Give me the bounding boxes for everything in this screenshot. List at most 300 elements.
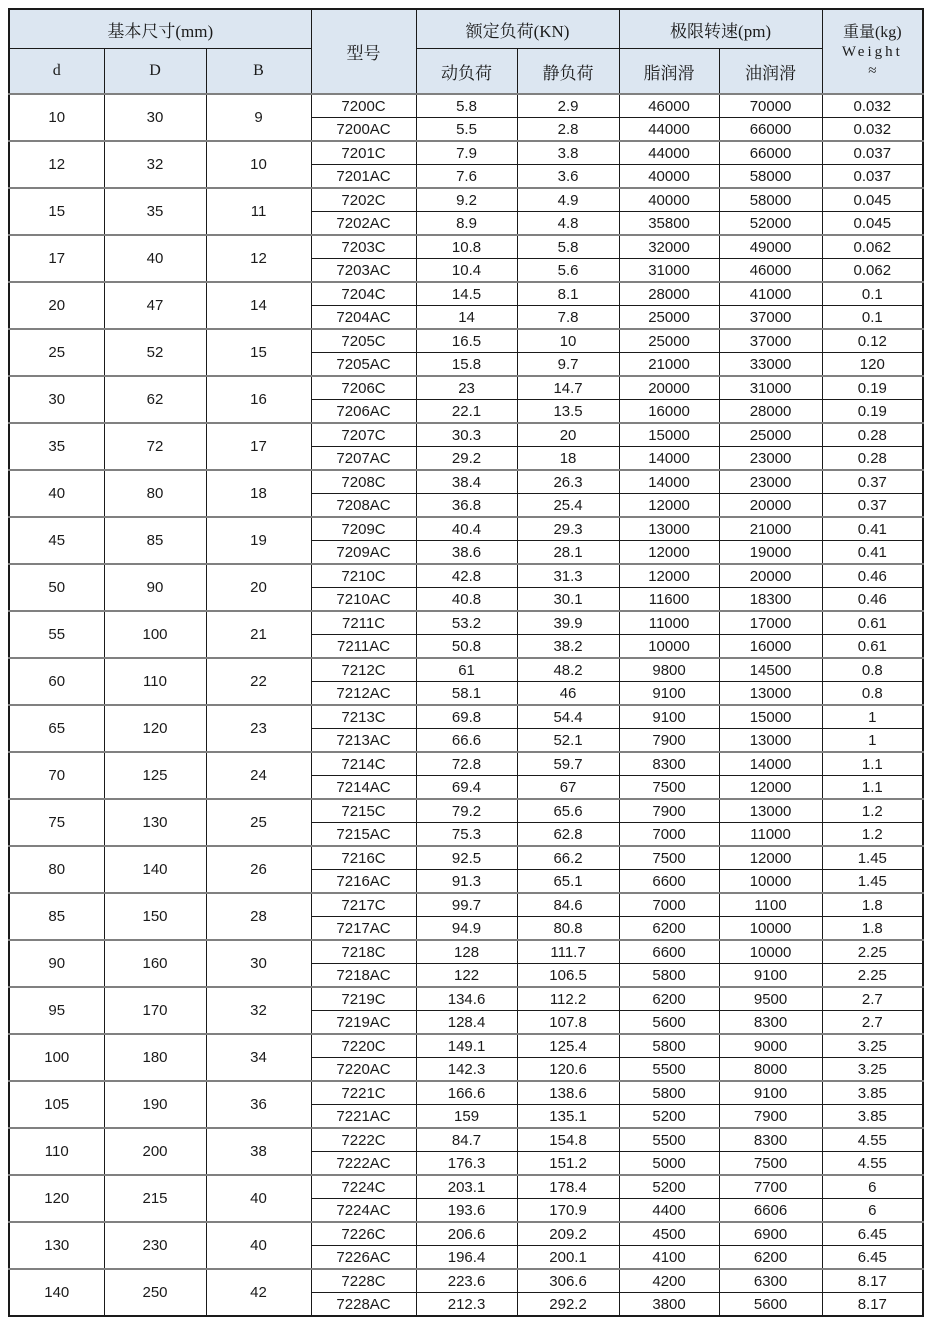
cell-static-load: 20 (517, 423, 619, 447)
cell-weight: 2.7 (822, 1011, 923, 1035)
cell-weight: 3.85 (822, 1081, 923, 1105)
cell-weight: 1.8 (822, 917, 923, 941)
cell-dynamic-load: 79.2 (416, 799, 517, 823)
cell-oil-speed: 23000 (719, 447, 822, 471)
cell-grease-speed: 46000 (619, 94, 719, 118)
cell-D: 72 (104, 423, 206, 470)
header-d: d (9, 49, 104, 95)
cell-weight: 8.17 (822, 1269, 923, 1293)
cell-dynamic-load: 38.4 (416, 470, 517, 494)
cell-B: 21 (206, 611, 311, 658)
cell-weight: 0.28 (822, 423, 923, 447)
cell-d: 140 (9, 1269, 104, 1316)
cell-model: 7210AC (311, 588, 416, 612)
cell-grease-speed: 6600 (619, 940, 719, 964)
cell-grease-speed: 35800 (619, 212, 719, 236)
cell-oil-speed: 66000 (719, 118, 822, 142)
cell-oil-speed: 41000 (719, 282, 822, 306)
cell-grease-speed: 5500 (619, 1058, 719, 1082)
cell-oil-speed: 10000 (719, 870, 822, 894)
cell-grease-speed: 7000 (619, 823, 719, 847)
cell-model: 7215C (311, 799, 416, 823)
cell-dynamic-load: 99.7 (416, 893, 517, 917)
cell-dynamic-load: 128.4 (416, 1011, 517, 1035)
cell-model: 7204AC (311, 306, 416, 330)
cell-model: 7210C (311, 564, 416, 588)
cell-B: 10 (206, 141, 311, 188)
cell-weight: 0.1 (822, 282, 923, 306)
cell-dynamic-load: 10.4 (416, 259, 517, 283)
cell-weight: 1.2 (822, 799, 923, 823)
table-row (9, 94, 923, 118)
cell-weight: 0.037 (822, 165, 923, 189)
cell-grease-speed: 11600 (619, 588, 719, 612)
cell-dynamic-load: 69.8 (416, 705, 517, 729)
cell-weight: 0.37 (822, 470, 923, 494)
cell-D: 200 (104, 1128, 206, 1175)
cell-oil-speed: 12000 (719, 846, 822, 870)
cell-dynamic-load: 128 (416, 940, 517, 964)
cell-weight: 0.28 (822, 447, 923, 471)
cell-weight: 0.062 (822, 259, 923, 283)
cell-oil-speed: 20000 (719, 494, 822, 518)
cell-B: 28 (206, 893, 311, 940)
cell-model: 7212AC (311, 682, 416, 706)
header-weight (822, 9, 923, 94)
cell-dynamic-load: 66.6 (416, 729, 517, 753)
cell-grease-speed: 4100 (619, 1246, 719, 1270)
cell-model: 7224AC (311, 1199, 416, 1223)
cell-dynamic-load: 7.9 (416, 141, 517, 165)
cell-B: 34 (206, 1034, 311, 1081)
cell-static-load: 3.6 (517, 165, 619, 189)
cell-d: 40 (9, 470, 104, 517)
cell-B: 30 (206, 940, 311, 987)
cell-weight: 0.037 (822, 141, 923, 165)
cell-grease-speed: 8300 (619, 752, 719, 776)
table-row (9, 282, 923, 306)
cell-grease-speed: 3800 (619, 1293, 719, 1317)
cell-grease-speed: 4400 (619, 1199, 719, 1223)
cell-dynamic-load: 69.4 (416, 776, 517, 800)
cell-grease-speed: 12000 (619, 494, 719, 518)
cell-static-load: 5.6 (517, 259, 619, 283)
cell-model: 7216AC (311, 870, 416, 894)
cell-oil-speed: 37000 (719, 306, 822, 330)
cell-oil-speed: 23000 (719, 470, 822, 494)
table-row (9, 799, 923, 823)
cell-grease-speed: 31000 (619, 259, 719, 283)
cell-static-load: 200.1 (517, 1246, 619, 1270)
cell-model: 7217C (311, 893, 416, 917)
cell-grease-speed: 7500 (619, 846, 719, 870)
cell-grease-speed: 13000 (619, 517, 719, 541)
cell-dynamic-load: 92.5 (416, 846, 517, 870)
cell-oil-speed: 10000 (719, 940, 822, 964)
cell-grease-speed: 12000 (619, 541, 719, 565)
cell-weight: 0.19 (822, 400, 923, 424)
cell-B: 26 (206, 846, 311, 893)
cell-d: 120 (9, 1175, 104, 1222)
cell-oil-speed: 14500 (719, 658, 822, 682)
cell-grease-speed: 10000 (619, 635, 719, 659)
cell-model: 7222AC (311, 1152, 416, 1176)
cell-D: 120 (104, 705, 206, 752)
header-weight-en: Weight (841, 43, 903, 60)
table-row (9, 846, 923, 870)
cell-dynamic-load: 8.9 (416, 212, 517, 236)
cell-D: 47 (104, 282, 206, 329)
cell-static-load: 9.7 (517, 353, 619, 377)
cell-model: 7218AC (311, 964, 416, 988)
cell-weight: 2.7 (822, 987, 923, 1011)
cell-oil-speed: 66000 (719, 141, 822, 165)
cell-weight: 1.2 (822, 823, 923, 847)
cell-oil-speed: 49000 (719, 235, 822, 259)
cell-D: 40 (104, 235, 206, 282)
cell-weight: 0.045 (822, 212, 923, 236)
cell-grease-speed: 7900 (619, 729, 719, 753)
cell-weight: 2.25 (822, 964, 923, 988)
cell-model: 7219C (311, 987, 416, 1011)
cell-weight: 1.1 (822, 776, 923, 800)
cell-grease-speed: 5200 (619, 1175, 719, 1199)
cell-D: 140 (104, 846, 206, 893)
table-header (9, 9, 923, 94)
cell-weight: 3.25 (822, 1034, 923, 1058)
cell-grease-speed: 5500 (619, 1128, 719, 1152)
cell-oil-speed: 9100 (719, 1081, 822, 1105)
cell-dynamic-load: 22.1 (416, 400, 517, 424)
cell-grease-speed: 7500 (619, 776, 719, 800)
cell-static-load: 4.9 (517, 188, 619, 212)
cell-static-load: 38.2 (517, 635, 619, 659)
cell-model: 7201C (311, 141, 416, 165)
table-row (9, 470, 923, 494)
cell-oil-speed: 1100 (719, 893, 822, 917)
header-D: D (104, 49, 206, 95)
cell-B: 14 (206, 282, 311, 329)
cell-model: 7228C (311, 1269, 416, 1293)
cell-oil-speed: 11000 (719, 823, 822, 847)
cell-d: 25 (9, 329, 104, 376)
cell-model: 7219AC (311, 1011, 416, 1035)
cell-dynamic-load: 94.9 (416, 917, 517, 941)
table-row (9, 752, 923, 776)
cell-oil-speed: 33000 (719, 353, 822, 377)
cell-dynamic-load: 134.6 (416, 987, 517, 1011)
cell-weight: 0.37 (822, 494, 923, 518)
cell-D: 32 (104, 141, 206, 188)
cell-static-load: 154.8 (517, 1128, 619, 1152)
cell-model: 7202AC (311, 212, 416, 236)
table-row (9, 1269, 923, 1293)
cell-B: 32 (206, 987, 311, 1034)
header-rated-load: 额定负荷(KN) (416, 9, 619, 49)
cell-dynamic-load: 75.3 (416, 823, 517, 847)
cell-B: 20 (206, 564, 311, 611)
cell-static-load: 120.6 (517, 1058, 619, 1082)
cell-oil-speed: 15000 (719, 705, 822, 729)
cell-d: 100 (9, 1034, 104, 1081)
cell-model: 7208AC (311, 494, 416, 518)
cell-d: 30 (9, 376, 104, 423)
cell-static-load: 80.8 (517, 917, 619, 941)
cell-dynamic-load: 122 (416, 964, 517, 988)
cell-dynamic-load: 40.4 (416, 517, 517, 541)
cell-D: 62 (104, 376, 206, 423)
cell-oil-speed: 20000 (719, 564, 822, 588)
cell-grease-speed: 14000 (619, 447, 719, 471)
cell-dynamic-load: 142.3 (416, 1058, 517, 1082)
cell-static-load: 18 (517, 447, 619, 471)
cell-model: 7212C (311, 658, 416, 682)
cell-oil-speed: 13000 (719, 799, 822, 823)
cell-oil-speed: 5600 (719, 1293, 822, 1317)
cell-static-load: 28.1 (517, 541, 619, 565)
cell-weight: 1.45 (822, 870, 923, 894)
cell-model: 7228AC (311, 1293, 416, 1317)
cell-model: 7226C (311, 1222, 416, 1246)
cell-d: 45 (9, 517, 104, 564)
cell-dynamic-load: 10.8 (416, 235, 517, 259)
cell-weight: 4.55 (822, 1128, 923, 1152)
cell-static-load: 25.4 (517, 494, 619, 518)
cell-model: 7200C (311, 94, 416, 118)
cell-D: 35 (104, 188, 206, 235)
cell-oil-speed: 13000 (719, 682, 822, 706)
cell-d: 17 (9, 235, 104, 282)
cell-grease-speed: 32000 (619, 235, 719, 259)
table-row (9, 987, 923, 1011)
cell-model: 7218C (311, 940, 416, 964)
cell-model: 7214C (311, 752, 416, 776)
cell-static-load: 106.5 (517, 964, 619, 988)
cell-d: 50 (9, 564, 104, 611)
cell-model: 7221AC (311, 1105, 416, 1129)
cell-static-load: 52.1 (517, 729, 619, 753)
cell-dynamic-load: 149.1 (416, 1034, 517, 1058)
cell-d: 90 (9, 940, 104, 987)
cell-weight: 3.85 (822, 1105, 923, 1129)
cell-model: 7211C (311, 611, 416, 635)
cell-oil-speed: 6300 (719, 1269, 822, 1293)
cell-dynamic-load: 14 (416, 306, 517, 330)
table-row (9, 658, 923, 682)
cell-static-load: 84.6 (517, 893, 619, 917)
cell-dynamic-load: 38.6 (416, 541, 517, 565)
cell-static-load: 65.6 (517, 799, 619, 823)
cell-oil-speed: 13000 (719, 729, 822, 753)
cell-B: 19 (206, 517, 311, 564)
cell-dynamic-load: 84.7 (416, 1128, 517, 1152)
cell-static-load: 65.1 (517, 870, 619, 894)
cell-oil-speed: 17000 (719, 611, 822, 635)
cell-weight: 3.25 (822, 1058, 923, 1082)
cell-dynamic-load: 166.6 (416, 1081, 517, 1105)
cell-model: 7213C (311, 705, 416, 729)
cell-D: 160 (104, 940, 206, 987)
cell-oil-speed: 10000 (719, 917, 822, 941)
cell-model: 7205C (311, 329, 416, 353)
cell-static-load: 151.2 (517, 1152, 619, 1176)
cell-static-load: 31.3 (517, 564, 619, 588)
cell-dynamic-load: 176.3 (416, 1152, 517, 1176)
cell-grease-speed: 9100 (619, 705, 719, 729)
cell-weight: 0.41 (822, 517, 923, 541)
cell-dynamic-load: 53.2 (416, 611, 517, 635)
cell-dynamic-load: 29.2 (416, 447, 517, 471)
cell-weight: 6.45 (822, 1222, 923, 1246)
cell-model: 7209C (311, 517, 416, 541)
cell-weight: 1 (822, 729, 923, 753)
cell-static-load: 59.7 (517, 752, 619, 776)
cell-model: 7226AC (311, 1246, 416, 1270)
cell-d: 130 (9, 1222, 104, 1269)
cell-static-load: 135.1 (517, 1105, 619, 1129)
table-row (9, 564, 923, 588)
cell-weight: 0.1 (822, 306, 923, 330)
cell-grease-speed: 6200 (619, 987, 719, 1011)
cell-D: 52 (104, 329, 206, 376)
cell-static-load: 306.6 (517, 1269, 619, 1293)
cell-grease-speed: 6200 (619, 917, 719, 941)
cell-weight: 0.46 (822, 588, 923, 612)
cell-B: 42 (206, 1269, 311, 1316)
cell-model: 7207C (311, 423, 416, 447)
cell-dynamic-load: 14.5 (416, 282, 517, 306)
cell-oil-speed: 52000 (719, 212, 822, 236)
table-body (9, 94, 923, 1316)
cell-grease-speed: 5200 (619, 1105, 719, 1129)
cell-oil-speed: 28000 (719, 400, 822, 424)
cell-dynamic-load: 16.5 (416, 329, 517, 353)
cell-weight: 1 (822, 705, 923, 729)
cell-weight: 0.062 (822, 235, 923, 259)
table-row (9, 893, 923, 917)
cell-B: 12 (206, 235, 311, 282)
cell-oil-speed: 58000 (719, 188, 822, 212)
cell-static-load: 178.4 (517, 1175, 619, 1199)
cell-D: 180 (104, 1034, 206, 1081)
cell-grease-speed: 21000 (619, 353, 719, 377)
cell-model: 7221C (311, 1081, 416, 1105)
cell-D: 130 (104, 799, 206, 846)
cell-B: 36 (206, 1081, 311, 1128)
cell-weight: 1.45 (822, 846, 923, 870)
cell-static-load: 10 (517, 329, 619, 353)
header-B: B (206, 49, 311, 95)
cell-oil-speed: 7700 (719, 1175, 822, 1199)
cell-B: 40 (206, 1175, 311, 1222)
cell-B: 15 (206, 329, 311, 376)
cell-oil-speed: 14000 (719, 752, 822, 776)
cell-weight: 0.46 (822, 564, 923, 588)
cell-dynamic-load: 61 (416, 658, 517, 682)
cell-oil-speed: 37000 (719, 329, 822, 353)
cell-dynamic-load: 7.6 (416, 165, 517, 189)
cell-d: 60 (9, 658, 104, 705)
cell-grease-speed: 15000 (619, 423, 719, 447)
cell-static-load: 112.2 (517, 987, 619, 1011)
header-weight-cn: 重量(kg) (842, 23, 902, 41)
cell-model: 7204C (311, 282, 416, 306)
cell-static-load: 46 (517, 682, 619, 706)
cell-static-load: 170.9 (517, 1199, 619, 1223)
cell-grease-speed: 4200 (619, 1269, 719, 1293)
cell-dynamic-load: 42.8 (416, 564, 517, 588)
cell-d: 15 (9, 188, 104, 235)
cell-D: 170 (104, 987, 206, 1034)
cell-grease-speed: 5800 (619, 964, 719, 988)
cell-oil-speed: 70000 (719, 94, 822, 118)
cell-grease-speed: 5600 (619, 1011, 719, 1035)
table-row (9, 611, 923, 635)
cell-static-load: 111.7 (517, 940, 619, 964)
cell-d: 85 (9, 893, 104, 940)
cell-model: 7208C (311, 470, 416, 494)
cell-static-load: 39.9 (517, 611, 619, 635)
header-weight-approx: ≈ (868, 62, 877, 79)
cell-static-load: 2.8 (517, 118, 619, 142)
cell-model: 7222C (311, 1128, 416, 1152)
cell-model: 7220AC (311, 1058, 416, 1082)
cell-grease-speed: 5000 (619, 1152, 719, 1176)
cell-dynamic-load: 36.8 (416, 494, 517, 518)
cell-D: 125 (104, 752, 206, 799)
cell-oil-speed: 7500 (719, 1152, 822, 1176)
cell-oil-speed: 31000 (719, 376, 822, 400)
cell-B: 9 (206, 94, 311, 141)
cell-D: 190 (104, 1081, 206, 1128)
cell-model: 7207AC (311, 447, 416, 471)
cell-D: 90 (104, 564, 206, 611)
cell-B: 16 (206, 376, 311, 423)
cell-B: 23 (206, 705, 311, 752)
cell-static-load: 48.2 (517, 658, 619, 682)
cell-static-load: 62.8 (517, 823, 619, 847)
table-row (9, 1222, 923, 1246)
cell-grease-speed: 25000 (619, 329, 719, 353)
cell-grease-speed: 44000 (619, 118, 719, 142)
cell-D: 215 (104, 1175, 206, 1222)
cell-d: 65 (9, 705, 104, 752)
cell-static-load: 13.5 (517, 400, 619, 424)
cell-oil-speed: 58000 (719, 165, 822, 189)
header-grease-lub: 脂润滑 (619, 49, 719, 95)
table-row (9, 517, 923, 541)
cell-model: 7203C (311, 235, 416, 259)
cell-oil-speed: 21000 (719, 517, 822, 541)
cell-weight: 120 (822, 353, 923, 377)
cell-static-load: 3.8 (517, 141, 619, 165)
cell-model: 7203AC (311, 259, 416, 283)
cell-D: 250 (104, 1269, 206, 1316)
cell-oil-speed: 8300 (719, 1128, 822, 1152)
cell-weight: 2.25 (822, 940, 923, 964)
cell-oil-speed: 6200 (719, 1246, 822, 1270)
bearing-spec-table (8, 8, 924, 1317)
cell-weight: 6.45 (822, 1246, 923, 1270)
cell-B: 25 (206, 799, 311, 846)
cell-model: 7205AC (311, 353, 416, 377)
header-limit-speed: 极限转速(pm) (619, 9, 822, 49)
cell-dynamic-load: 15.8 (416, 353, 517, 377)
cell-d: 10 (9, 94, 104, 141)
cell-weight: 0.032 (822, 118, 923, 142)
cell-dynamic-load: 40.8 (416, 588, 517, 612)
cell-dynamic-load: 193.6 (416, 1199, 517, 1223)
